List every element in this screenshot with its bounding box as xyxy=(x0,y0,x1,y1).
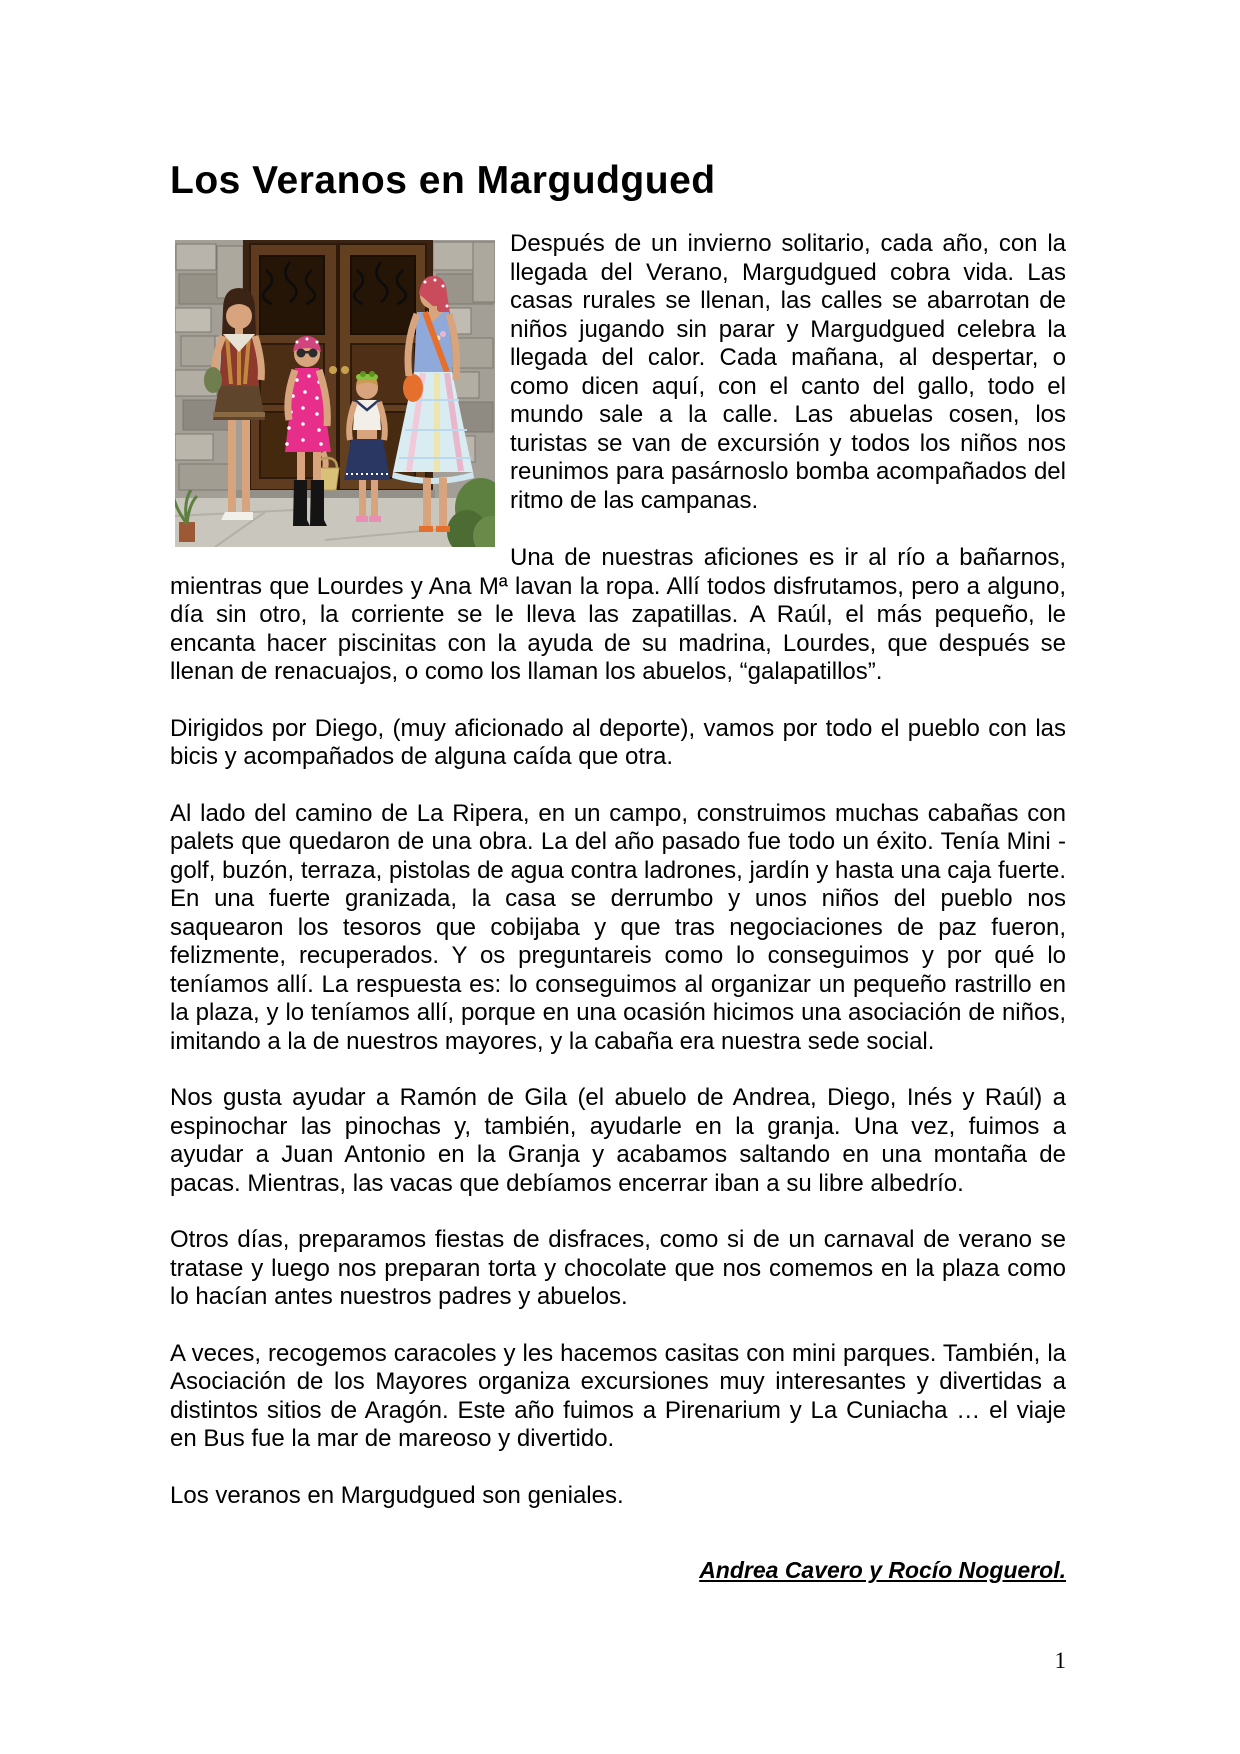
paragraph-costumes: Otros días, preparamos fiestas de disfraces, como si de un carnaval de verano se tratase y luego nos preparan torta y chocolate que nos comemos en la plaza como lo hacían antes nuestros padres y abuelos. xyxy=(170,1226,1066,1310)
paragraph-river: Una de nuestras aficiones es ir al río a bañarnos, mientras que Lourdes y Ana Mª lavan la ropa. Allí todos disfrutamos, pero a alguno, día sin otro, la corriente se le lleva las zapatillas. A Raúl, el más pequeño, le encanta hacer piscinitas con la ayuda de su madrina, Lourdes, que después se llenan de renacuajos, o como los llaman los abuelos, “galapatillos”. xyxy=(170,544,1066,685)
paragraph-snails: A veces, recogemos caracoles y les hacemos casitas con mini parques. También, la Asociación de los Mayores organiza excursiones muy interesantes y divertidas a distintos sitios de Aragón. Este año fuimos a Pirenarium y La Cuniacha … el viaje en Bus fue la mar de mareoso y divertido. xyxy=(170,1339,1066,1452)
paragraph-bikes: Dirigidos por Diego, (muy aficionado al deporte), vamos por todo el pueblo con las bicis y acompañados de alguna caída que otra. xyxy=(170,714,1066,770)
document-content xyxy=(170,0,1066,1607)
paragraph-closing: Los veranos en Margudgued son geniales. xyxy=(170,1481,624,1509)
paragraph-intro: Después de un invierno solitario, cada año, con la llegada del Verano, Margudgued cobra vida. Las casas rurales se llenan, las calles se abarrotan de niños jugando sin parar y Margudgued celebra la llegada del calor. Cada mañana, al despertar, o como dicen aquí, con el canto del gallo, todo el mundo sale a la calle. Las abuelas cosen, los turistas se van de excursión y todos los niños nos reunimos para pasárnoslo bomba acompañados del ritmo de las campanas. xyxy=(510,230,1066,514)
page-title: Los Veranos en Margudgued xyxy=(170,159,716,202)
author-line: Andrea Cavero y Rocío Noguerol. xyxy=(699,1557,1066,1583)
paragraph-farm: Nos gusta ayudar a Ramón de Gila (el abuelo de Andrea, Diego, Inés y Raúl) a espinochar las pinochas y, también, ayudarle en la granja. Una vez, fuimos a ayudar a Juan Antonio en la Granja y acabamos saltando en una montaña de pacas. Mientras, las vacas que debíamos encerrar iban a su libre albedrío. xyxy=(170,1084,1066,1197)
paragraph-cabins: Al lado del camino de La Ripera, en un campo, construimos muchas cabañas con palets que quedaron de una obra. La del año pasado fue todo un éxito. Tenía Mini - golf, buzón, terraza, pistolas de agua contra ladrones, jardín y hasta una caja fuerte. En una fuerte granizada, la casa se derrumbo y unos niños del pueblo nos saquearon los tesoros que cobijaba y que tras negociaciones de paz fueron, felizmente, recuperados. Y os preguntareis como lo conseguimos y por qué lo teníamos allí. La respuesta es: lo conseguimos al organizar un pequeño rastrillo en la plaza, y lo teníamos allí, porque en una ocasión hicimos una asociación de niños, imitando a la de nuestros mayores, y la cabaña era nuestra sede social. xyxy=(170,799,1066,1055)
page-number: 1 xyxy=(1054,1648,1066,1673)
